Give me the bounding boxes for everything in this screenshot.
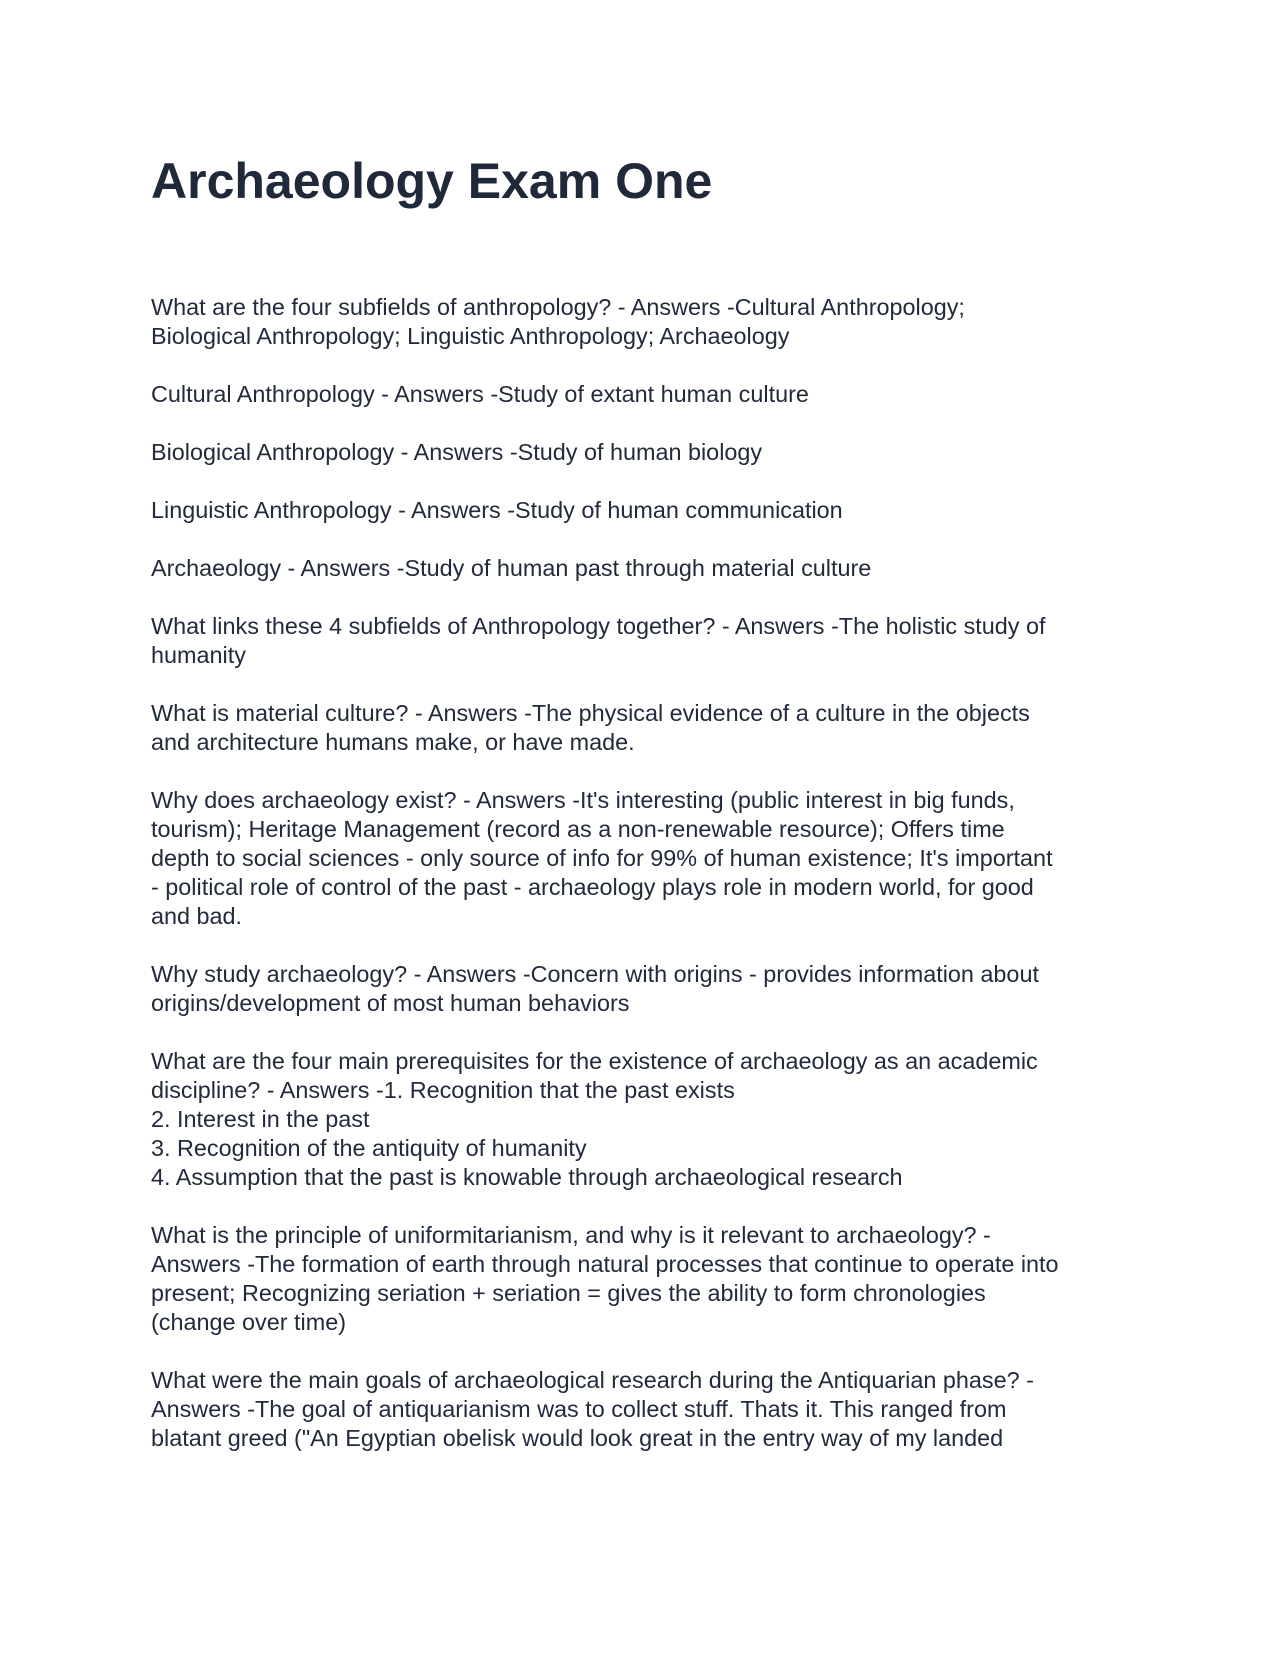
qa-entry: Archaeology - Answers -Study of human past through material culture bbox=[151, 555, 872, 581]
qa-entry: Cultural Anthropology - Answers -Study of extant human culture bbox=[151, 381, 809, 407]
qa-entry: What is the principle of uniformitarianism, and why is it relevant to archaeology? - Answers -The formation of earth through natural processes that continue to operate into present; Recognizing seriation + seriation = gives the ability to form chronologies (change over time) bbox=[151, 1222, 1059, 1335]
qa-entry: What are the four subfields of anthropology? - Answers -Cultural Anthropology; Biological Anthropology; Linguistic Anthropology; Archaeology bbox=[151, 294, 965, 349]
qa-entry: Why does archaeology exist? - Answers -It's interesting (public interest in big funds, tourism); Heritage Management (record as a non-renewable resource); Offers time depth to social sciences - only source of info for 99% of human existence; It's important - political role of control of the past - archaeology plays role in modern world, for good and bad. bbox=[151, 787, 1053, 929]
qa-entry: Biological Anthropology - Answers -Study of human biology bbox=[151, 439, 763, 465]
qa-entry: What were the main goals of archaeological research during the Antiquarian phase? - Answers -The goal of antiquarianism was to collect stuff. Thats it. This ranged from blatant greed ("An Egyptian obelisk would look great in the entry way of my landed bbox=[151, 1367, 1034, 1451]
qa-entry: Why study archaeology? - Answers -Concern with origins - provides information about origins/development of most human behaviors bbox=[151, 961, 1039, 1016]
document-title: Archaeology Exam One bbox=[151, 153, 713, 209]
qa-list bbox=[151, 293, 1141, 1482]
qa-entry: What are the four main prerequisites for the existence of archaeology as an academic discipline? - Answers -1. Recognition that the past exists 2. Interest in the past 3. Recognition of the antiquity of humanity 4. Assumption that the past is knowable through archaeological research bbox=[151, 1048, 1038, 1190]
qa-entry: Linguistic Anthropology - Answers -Study of human communication bbox=[151, 497, 843, 523]
qa-entry: What is material culture? - Answers -The physical evidence of a culture in the objects and architecture humans make, or have made. bbox=[151, 700, 1030, 755]
qa-entry: What links these 4 subfields of Anthropology together? - Answers -The holistic study of humanity bbox=[151, 613, 1046, 668]
